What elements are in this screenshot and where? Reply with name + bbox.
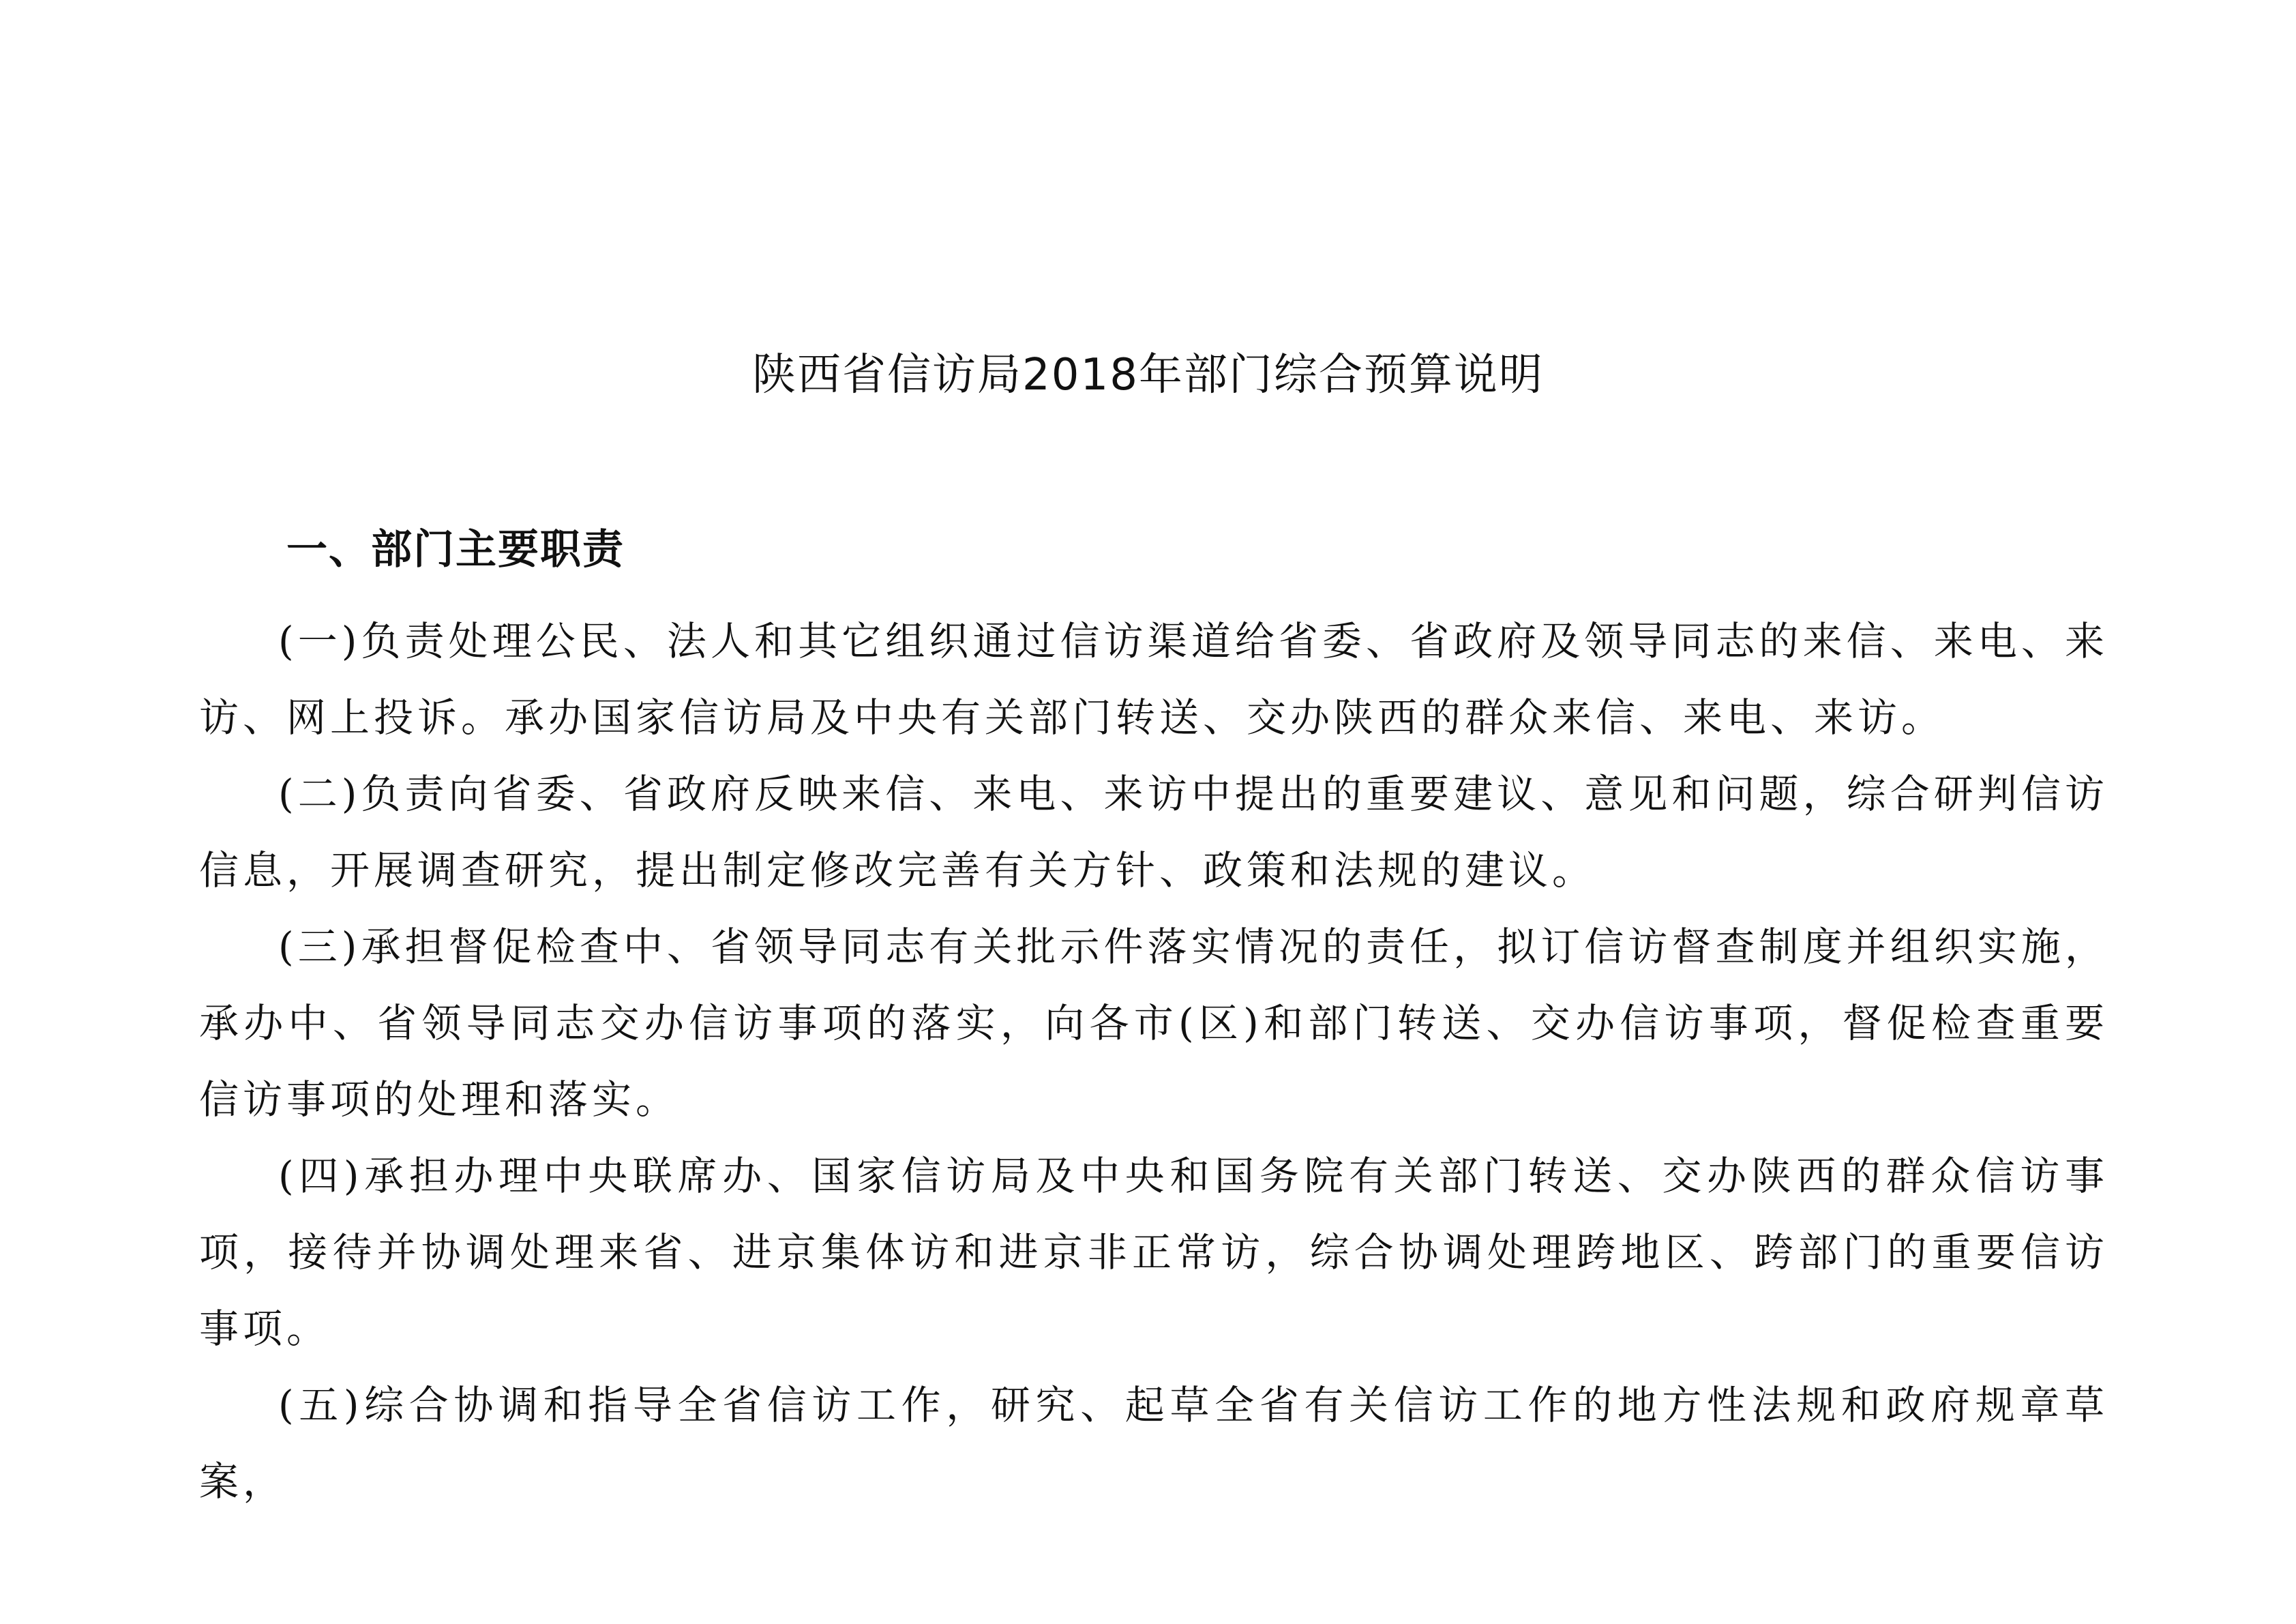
page-title: 陕西省信访局2018年部门综合预算说明 (752, 350, 1544, 400)
paragraph-1: (一)负责处理公民、法人和其它组织通过信访渠道给省委、省政府及领导同志的来信、来电、来访、网上投诉。承办国家信访局及中央有关部门转送、交办陕西的群众来信、来电、来访。 (199, 618, 2108, 741)
paragraph-3: (三)承担督促检查中、省领导同志有关批示件落实情况的责任，拟订信访督查制度并组织实施，承办中、省领导同志交办信访事项的落实，向各市(区)和部门转送、交办信访事项，督促检查重要信访事项的处理和落实。 (199, 924, 2108, 1123)
paragraph-4: (四)承担办理中央联席办、国家信访局及中央和国务院有关部门转送、交办陕西的群众信访事项，接待并协调处理来省、进京集体访和进京非正常访，综合协调处理跨地区、跨部门的重要信访事项。 (199, 1153, 2108, 1352)
section-heading: 一、部门主要职责 (286, 526, 625, 574)
section-body (199, 603, 2108, 1520)
paragraph-2: (二)负责向省委、省政府反映来信、来电、来访中提出的重要建议、意见和问题，综合研判信访信息，开展调查研究，提出制定修改完善有关方针、政策和法规的建议。 (199, 771, 2108, 894)
paragraph-5: (五)综合协调和指导全省信访工作，研究、起草全省有关信访工作的地方性法规和政府规章草案， (199, 1382, 2108, 1505)
